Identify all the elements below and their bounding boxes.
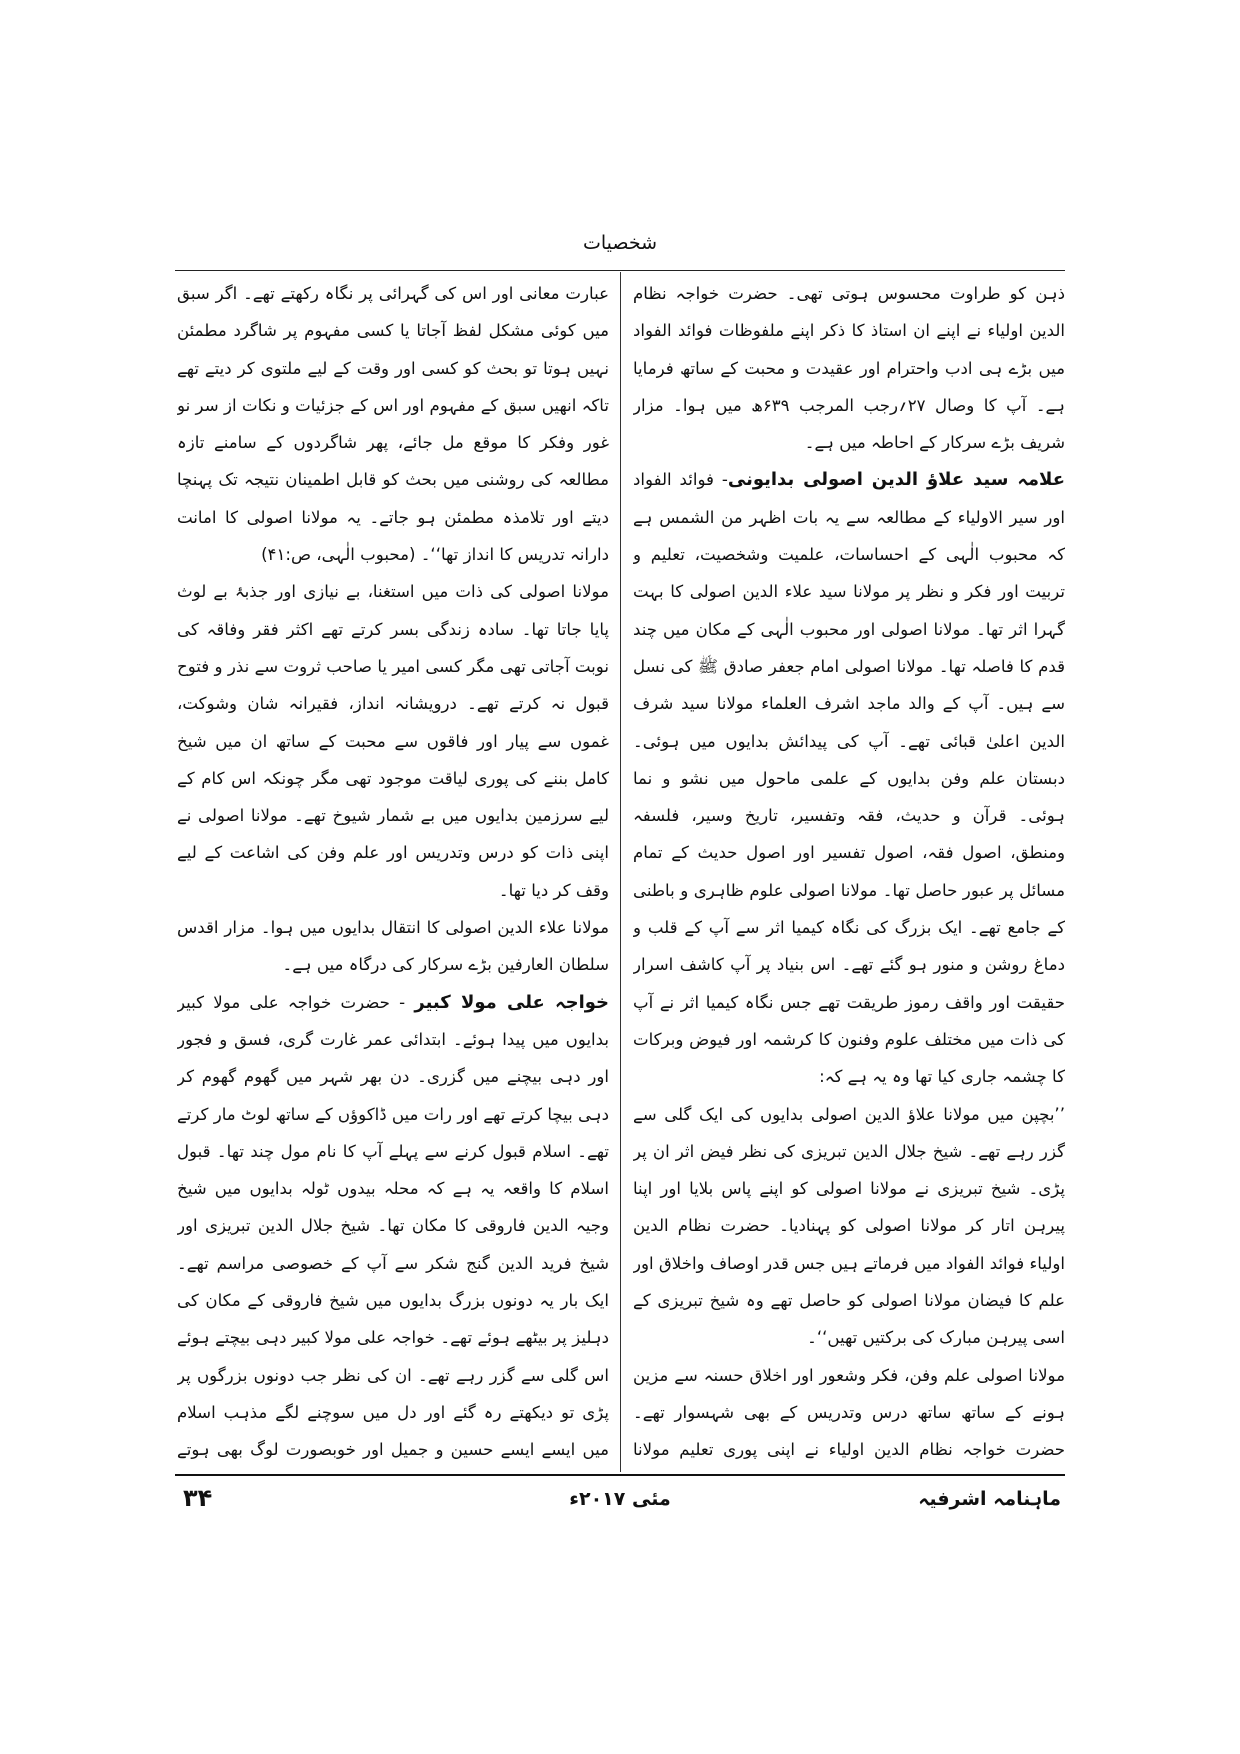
paragraph: مولانا علاء الدین اصولی کا انتقال بدایوں میں ہوا۔ مزار اقدس سلطان العارفین بڑے سرکار کی درگاہ میں ہے۔ xyxy=(177,918,609,975)
magazine-name: ماہنامہ اشرفیہ xyxy=(918,1488,1061,1510)
paragraph: عبارت معانی اور اس کی گہرائی پر نگاہ رکھتے تھے۔ اگر سبق میں کوئی مشکل لفظ آجاتا یا کسی مفہوم پر شاگرد مطمئن نہیں ہوتا تو بحث کو کسی اور وقت کے لیے ملتوی کر دیتے تھے تاکہ انھیں سبق کے مفہوم اور اس کے جزئیات و نکات از سر نو غور وفکر کا موقع مل جائے، پھر شاگردوں کے سامنے تازہ مطالعہ کی روشنی میں بحث کو قابل اطمینان نتیجہ تک پہنچا دیتے اور تلامذہ مطمئن ہو جاتے۔ یہ مولانا اصولی کا امانت دارانہ تدریس کا انداز تھا‘‘۔ (محبوب الٰہی، ص:۴۱) xyxy=(177,284,609,565)
paragraph: مولانا اصولی کی ذات میں استغنا، بے نیازی اور جذبۂ بے لوث پایا جاتا تھا۔ سادہ زندگی بسر کرتے تھے اکثر فقر وفاقہ کی نوبت آجاتی تھی مگر کسی امیر یا صاحب ثروت سے نذر و فتوح قبول نہ کرتے تھے۔ درویشانہ انداز، فقیرانہ شان وشوکت، غموں سے پیار اور فاقوں سے محبت کے ساتھ ان میں شیخ کامل بننے کی پوری لیاقت موجود تھی مگر چونکہ اس کام کے لیے سرزمین بدایوں میں بے شمار شیوخ تھے۔ مولانا اصولی نے اپنی ذات کو درس وتدریس اور علم وفن کی اشاعت کے لیے وقف کر دیا تھا۔ xyxy=(177,582,609,900)
paragraph-text: - فوائد الفواد اور سیر الاولیاء کے مطالعہ سے یہ بات اظہر من الشمس ہے کہ محبوب الٰہی کے احساسات، علمیت وشخصیت، تعلیم و تربیت اور فکر و نظر پر مولانا سید علاء الدین اصولی کا بہت گہرا اثر تھا۔ مولانا اصولی اور محبوب الٰہی کے مکان میں چند قدم کا فاصلہ تھا۔ مولانا اصولی امام جعفر صادق ﷺ کی نسل سے ہیں۔ آپ کے والد ماجد اشرف العلماء مولانا سید شرف الدین اعلیٰ قبائی تھے۔ آپ کی پیدائش بدایوں میں ہوئی۔ دبستان علم وفن بدایوں کے علمی ماحول میں نشو و نما ہوئی۔ قرآن و حدیث، فقہ وتفسیر، تاریخ وسیر، فلسفہ ومنطق، اصول فقہ، اصول تفسیر اور اصول حدیث کے تمام مسائل پر عبور حاصل تھا۔ مولانا اصولی علوم ظاہری و باطنی کے جامع تھے۔ ایک بزرگ کی نگاہ کیمیا اثر سے آپ کے قلب و دماغ روشن و منور ہو گئے تھے۔ اس بنیاد پر آپ کاشف اسرار حقیقت اور واقف رموز طریقت تھے جس نگاہ کیمیا اثر نے آپ کی ذات میں مختلف علوم وفنون کا کرشمہ اور فیوض وبرکات کا چشمہ جاری کیا تھا وہ یہ ہے کہ: xyxy=(633,470,1065,1087)
quote-paragraph: ’’بچپن میں مولانا علاؤ الدین اصولی بدایوں کی ایک گلی سے گزر رہے تھے۔ شیخ جلال الدین تبریزی کی نظر فیض اثر ان پر پڑی۔ شیخ تبریزی نے مولانا اصولی کو اپنے پاس بلایا اور اپنا پیرہن اتار کر مولانا اصولی کو پہنادیا۔ حضرت نظام الدین اولیاء فوائد الفواد میں فرماتے ہیں جس قدر اوصاف واخلاق اور علم کا فیضان مولانا اصولی کو حاصل تھے وہ شیخ تبریزی کے اسی پیرہن مبارک کی برکتیں تھیں‘‘۔ xyxy=(633,1104,1065,1348)
left-column xyxy=(177,275,609,1470)
section-paragraph xyxy=(633,461,1065,1095)
paragraph-text: - حضرت خواجہ علی مولا کبیر بدایوں میں پیدا ہوئے۔ ابتدائی عمر غارت گری، فسق و فجور اور دہی بیچنے میں گزری۔ دن بھر شہر میں گھوم گھوم کر دہی بیچا کرتے تھے اور رات میں ڈاکوؤں کے ساتھ لوٹ مار کرتے تھے۔ اسلام قبول کرنے سے پہلے آپ کا نام مول چند تھا۔ قبول اسلام کا واقعہ یہ ہے کہ محلہ بیدوں ٹولہ بدایوں میں شیخ وجیہ الدین فاروقی کا مکان تھا۔ شیخ جلال الدین تبریزی اور شیخ فرید الدین گنج شکر سے آپ کے خصوصی مراسم تھے۔ ایک بار یہ دونوں بزرگ بدایوں میں شیخ فاروقی کے مکان کی دہلیز پر بیٹھے ہوئے تھے۔ خواجہ علی مولا کبیر دہی بیچتے ہوئے اس گلی سے گزر رہے تھے۔ ان کی نظر جب دونوں بزرگوں پر پڑی تو دیکھتے رہ گئے اور دل میں سوچنے لگے مذہب اسلام میں ایسے ایسے حسین و جمیل اور خوبصورت لوگ بھی ہوتے xyxy=(177,992,609,1460)
section-paragraph xyxy=(177,984,609,1470)
section-heading: خواجہ علی مولا کبیر xyxy=(414,991,609,1013)
header-divider xyxy=(175,270,1065,271)
paragraph: ذہن کو طراوت محسوس ہوتی تھی۔ حضرت خواجہ نظام الدین اولیاء نے اپنے ان استاذ کا ذکر اپنے ملفوظات فوائد الفواد میں بڑے ہی ادب واحترام اور عقیدت و محبت کے ساتھ فرمایا ہے۔ آپ کا وصال ۲۷؍رجب المرجب ۶۳۹ھ میں ہوا۔ مزار شریف بڑے سرکار کے احاطہ میں ہے۔ xyxy=(633,284,1065,453)
section-heading: علامہ سید علاؤ الدین اصولی بدایونی xyxy=(727,469,1065,491)
page-footer xyxy=(175,1484,1065,1524)
section-title: شخصیات xyxy=(582,232,658,254)
page-number: ۳۴ xyxy=(183,1484,213,1512)
right-column xyxy=(633,275,1065,1470)
issue-date: مئی ۲۰۱۷ء xyxy=(569,1488,671,1510)
paragraph: مولانا اصولی علم وفن، فکر وشعور اور اخلاق حسنہ سے مزین ہونے کے ساتھ ساتھ درس وتدریس کے بھی شہسوار تھے۔ حضرت خواجہ نظام الدین اولیاء نے اپنی پوری تعلیم مولانا xyxy=(633,1365,1065,1460)
column-divider xyxy=(620,272,621,1472)
footer-divider xyxy=(175,1474,1065,1476)
